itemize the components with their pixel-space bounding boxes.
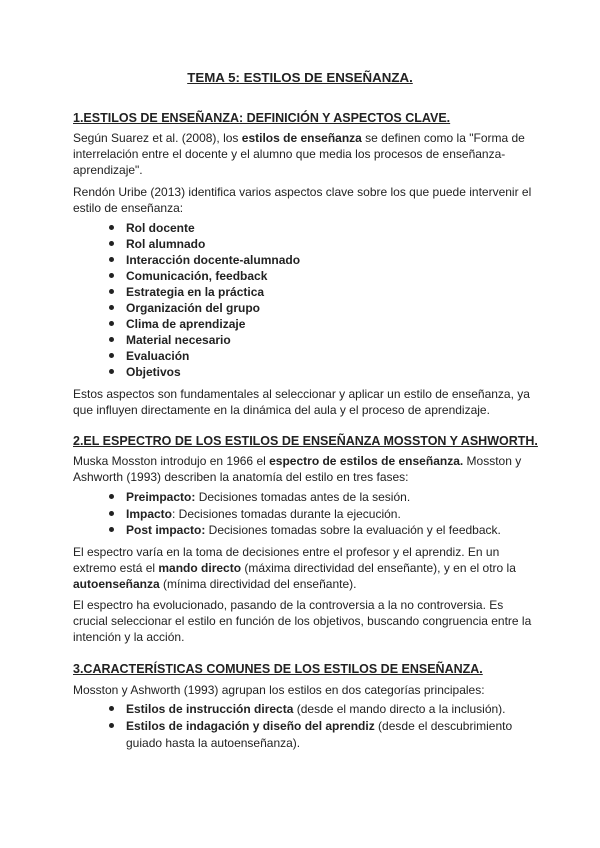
bullet-icon (109, 321, 114, 326)
list-item: Rol alumnado (73, 236, 533, 252)
list-item: Material necesario (73, 332, 533, 348)
key-aspects-list (73, 220, 533, 380)
bullet-icon (109, 337, 114, 342)
list-item: Organización del grupo (73, 300, 533, 316)
list-item: Evaluación (73, 348, 533, 364)
list-item: Post impacto: Decisiones tomadas sobre la evaluación y el feedback. (73, 522, 533, 539)
section-1-paragraph-3: Estos aspectos son fundamentales al seleccionar y aplicar un estilo de enseñanza, ya que influyen directamente en la dinámica del aula y el proceso de aprendizaje. (73, 387, 530, 417)
bullet-icon (109, 706, 114, 711)
document-title: TEMA 5: ESTILOS DE ENSEÑANZA. (187, 70, 413, 85)
section-1-paragraph-2: Rendón Uribe (2013) identifica varios aspectos clave sobre los que puede intervenir el estilo de enseñanza: (73, 185, 532, 215)
bullet-icon (109, 257, 114, 262)
list-item: Preimpacto: Decisiones tomadas antes de la sesión. (73, 489, 533, 506)
list-item: Rol docente (73, 220, 533, 236)
section-3-paragraph-1: Mosston y Ashworth (1993) agrupan los estilos en dos categorías principales: (73, 683, 485, 697)
bullet-icon (109, 723, 114, 728)
bullet-icon (109, 225, 114, 230)
section-1-paragraph-1: Según Suarez et al. (2008), los estilos de enseñanza se definen como la "Forma de interrelación entre el docente y el alumno que media los procesos de enseñanza-aprendizaje". (73, 131, 525, 177)
section-2-paragraph-3: El espectro ha evolucionado, pasando de la controversia a la no controversia. Es crucial seleccionar el estilo en función de los objetivos, buscando congruencia entre la intención y la acción. (73, 598, 532, 644)
section-2-paragraph-1: Muska Mosston introdujo en 1966 el espectro de estilos de enseñanza. Mosston y Ashworth (1993) describen la anatomía del estilo en tres fases: (73, 454, 522, 484)
bullet-icon (109, 527, 114, 532)
bullet-icon (109, 305, 114, 310)
list-item: Clima de aprendizaje (73, 316, 533, 332)
section-2-heading: 2.EL ESPECTRO DE LOS ESTILOS DE ENSEÑANZA MOSSTON Y ASHWORTH. (73, 434, 538, 448)
section-2-paragraph-2: El espectro varía en la toma de decisiones entre el profesor y el aprendiz. En un extremo está el mando directo (máxima directividad del enseñante), y en el otro la autoenseñanza (mínima directividad del enseñante). (73, 545, 516, 591)
bullet-icon (109, 289, 114, 294)
categories-list (73, 701, 533, 752)
list-item: Estilos de indagación y diseño del aprendiz (desde el descubrimiento guiado hasta la autoenseñanza). (73, 718, 533, 752)
bullet-icon (109, 273, 114, 278)
list-item: Objetivos (73, 364, 533, 380)
bullet-icon (109, 241, 114, 246)
list-item: Estilos de instrucción directa (desde el mando directo a la inclusión). (73, 701, 533, 718)
list-item: Impacto: Decisiones tomadas durante la ejecución. (73, 506, 533, 523)
bullet-icon (109, 353, 114, 358)
list-item: Comunicación, feedback (73, 268, 533, 284)
bullet-icon (109, 494, 114, 499)
bullet-icon (109, 511, 114, 516)
list-item: Interacción docente-alumnado (73, 252, 533, 268)
list-item: Estrategia en la práctica (73, 284, 533, 300)
section-1-heading: 1.ESTILOS DE ENSEÑANZA: DEFINICIÓN Y ASPECTOS CLAVE. (73, 111, 451, 125)
phases-list (73, 489, 533, 539)
section-3-heading: 3.CARACTERÍSTICAS COMUNES DE LOS ESTILOS DE ENSEÑANZA. (73, 662, 483, 676)
bullet-icon (109, 369, 114, 374)
